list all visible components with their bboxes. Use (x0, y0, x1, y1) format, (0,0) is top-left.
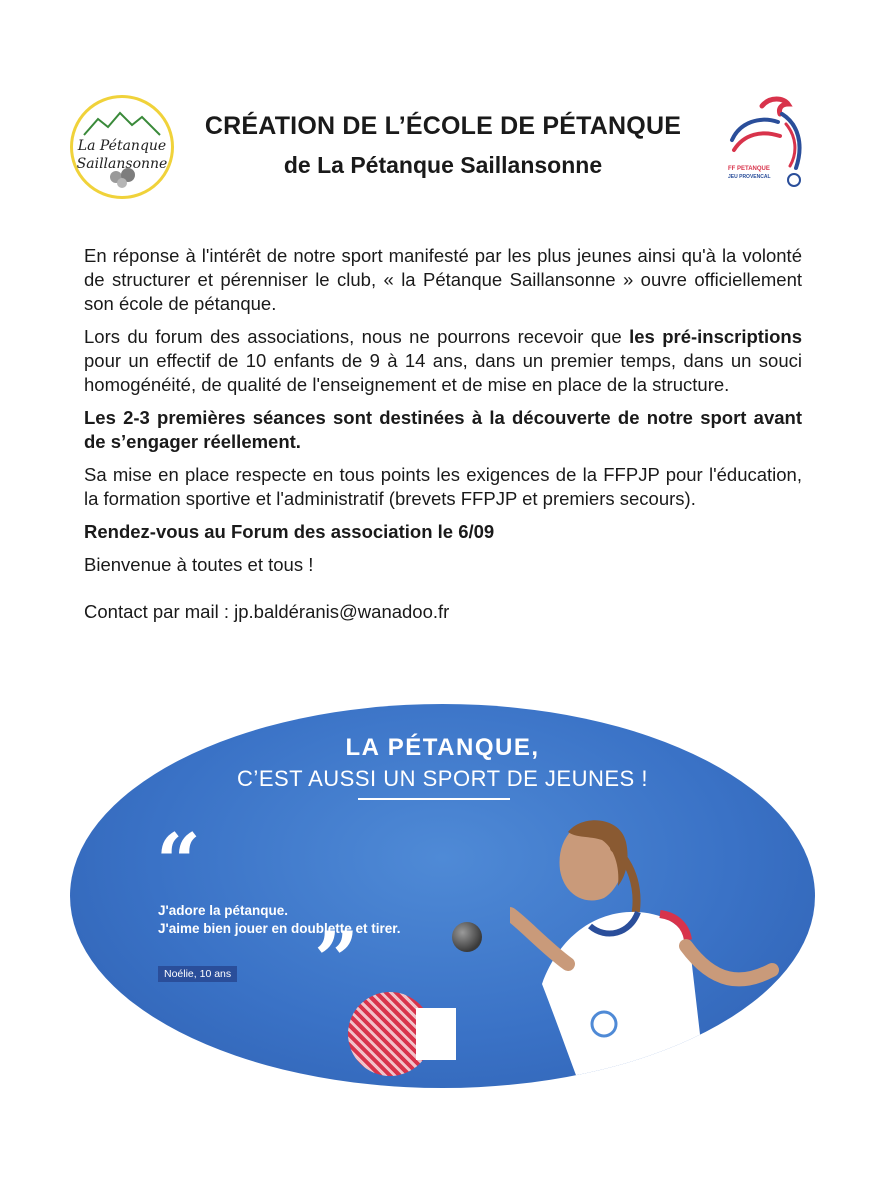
child-quote (158, 902, 401, 938)
player-illustration (510, 814, 810, 1088)
paragraph-first-sessions (84, 406, 802, 454)
contact-email: Contact par mail : jp.baldéranis@wanadoo.fr (84, 601, 450, 622)
paragraph-welcome: Bienvenue à toutes et tous ! (84, 554, 314, 575)
paragraph-requirements: Sa mise en place respecte en tous points les exigences de la FFPJP pour l'éducation, la formation sportive et l'administratif (brevets FFPJP et premiers secours). (84, 464, 802, 509)
title-line-2: de La Pétanque Saillansonne (283, 152, 603, 178)
promo-banner (70, 704, 815, 1088)
page-title (180, 112, 706, 179)
close-quote-icon: ” (314, 915, 359, 1006)
boule-icon (452, 922, 482, 952)
white-square-decoration (416, 1008, 456, 1060)
paragraph-preinscriptions-start: Lors du forum des associations, nous ne pourrons recevoir que (84, 326, 630, 347)
club-logo-text-2: Saillansonne (76, 156, 168, 172)
preinscriptions-emphasis: les pré-inscriptions (629, 326, 803, 347)
banner-subline: C’EST AUSSI UN SPORT DE JEUNES ! (237, 766, 648, 791)
announcement-body (84, 244, 802, 633)
quote-line-2: J'aime bien jouer en doublette et tirer. (158, 921, 401, 936)
first-sessions-text: Les 2-3 premières séances sont destinées à la découverte de notre sport avant de s’engager réellement. (84, 407, 802, 452)
ffpjp-logo (722, 94, 810, 194)
ffpjp-logo-text-1: FF PETANQUE (728, 166, 770, 172)
quote-line-1: J'adore la pétanque. (158, 903, 288, 918)
paragraph-forum-date (84, 520, 802, 544)
forum-date-text: Rendez-vous au Forum des association le 6/09 (84, 521, 495, 542)
open-quote-icon: “ (156, 817, 201, 908)
club-logo-text-1: La Pétanque (77, 138, 167, 154)
ffpjp-logo-text-2: JEU PROVENCAL (728, 174, 771, 180)
paragraph-intro: En réponse à l'intérêt de notre sport manifesté par les plus jeunes ainsi qu'à la volonté de structurer et pérenniser le club, « la Pétanque Saillansonne » ouvre officiellement son école de pétanque. (84, 245, 802, 314)
banner-headline: LA PÉTANQUE, (345, 734, 540, 761)
banner-underline (358, 798, 510, 800)
club-logo (70, 95, 174, 199)
paragraph-preinscriptions (84, 325, 802, 397)
paragraph-preinscriptions-end: pour un effectif de 10 enfants de 9 à 14 ans, dans un premier temps, dans un souci homogénéité, de qualité de l'enseignement et de mise en place de la structure. (84, 350, 802, 395)
quote-author: Noélie, 10 ans (158, 966, 237, 982)
title-line-1: CRÉATION DE L’ÉCOLE DE PÉTANQUE (204, 112, 682, 140)
